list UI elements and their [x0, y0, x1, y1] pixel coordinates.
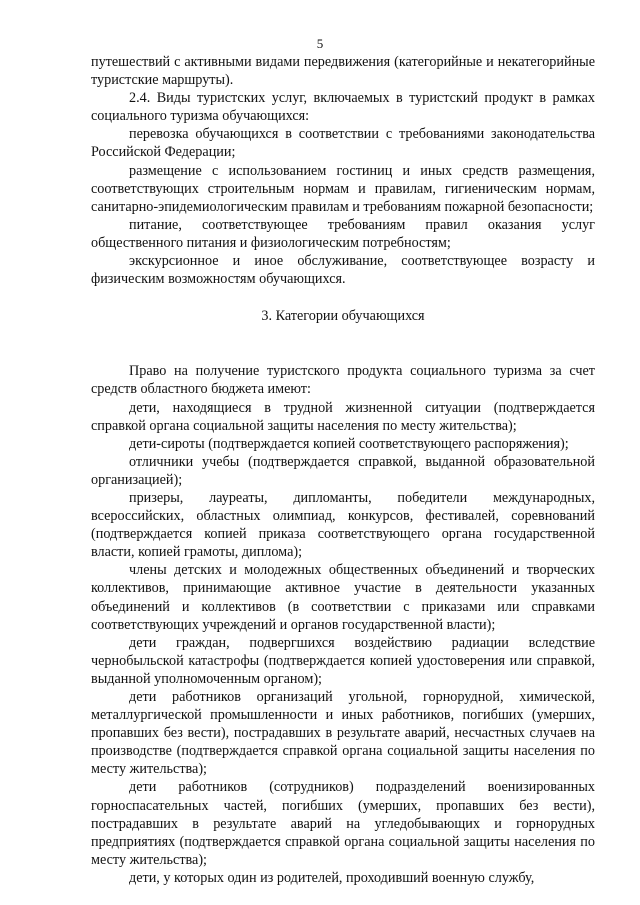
paragraph-2-4: 2.4. Виды туристских услуг, включаемых в туристский продукт в рамках социального туризма обучающихся:: [91, 90, 595, 125]
list-item: дети, находящиеся в трудной жизненной ситуации (подтверждается справкой органа социальной защиты населения по месту жительства);: [91, 399, 595, 434]
document-body: [91, 53, 595, 887]
list-item-catering: питание, соответствующее требованиям правил оказания услуг общественного питания и физиологическим потребностям;: [91, 216, 595, 251]
list-item: дети работников (сотрудников) подразделений военизированных горноспасательных частей, погибших (умерших, пропавших без вести), пострадавших в результате аварий на угледобывающих и горнорудных предприятиях (подтверждается справкой органа социальной защиты населения по месту жительства);: [91, 779, 595, 868]
spacer: [91, 344, 595, 362]
list-item: дети работников организаций угольной, горнорудной, химической, металлургической промышленности и иных работников, погибших (умерших, пропавших без вести), пострадавших в результате аварий, несчастных случаев на производстве (подтверждается справкой органа социальной защиты населения по месту жительства);: [91, 689, 595, 778]
page-number: 5: [316, 36, 324, 51]
list-item: отличники учебы (подтверждается справкой, выданной образовательной организацией);: [91, 453, 595, 488]
list-item: дети, у которых один из родителей, проходивший военную службу,: [129, 869, 535, 886]
list-item-excursion: экскурсионное и иное обслуживание, соответствующее возрасту и физическим возможностям обучающихся.: [91, 253, 595, 288]
section-heading: 3. Категории обучающихся: [261, 308, 425, 325]
list-item: дети-сироты (подтверждается копией соответствующего распоряжения);: [129, 435, 569, 452]
list-item: дети граждан, подвергшихся воздействию радиации вследствие чернобыльской катастрофы (подтверждается копией удостоверения или справкой, выданной уполномоченным органом);: [91, 634, 595, 687]
list-item-accommodation: размещение с использованием гостиниц и иных средств размещения, соответствующих строительным нормам и правилам, гигиеническим нормам, санитарно-эпидемиологическим правилам и требованиям пожарной безопасности;: [91, 162, 595, 215]
paragraph-continuation: путешествий с активными видами передвижения (категорийные и некатегорийные туристские маршруты).: [91, 54, 595, 89]
section-intro: Право на получение туристского продукта социального туризма за счет средств областного бюджета имеют:: [91, 363, 595, 398]
list-item-transport: перевозка обучающихся в соответствии с требованиями законодательства Российской Федерации;: [91, 126, 595, 161]
list-item: призеры, лауреаты, дипломанты, победители международных, всероссийских, областных олимпиад, конкурсов, фестивалей, соревнований (подтверждается копией приказа соответствующего органа государственной власти, копией грамоты, диплома);: [91, 489, 595, 561]
list-item: члены детских и молодежных общественных объединений и творческих коллективов, принимающие активное участие в деятельности указанных объединений и коллективов (в соответствии с приказами или справками соответствующих учреждений и органов государственной власти);: [91, 562, 595, 633]
